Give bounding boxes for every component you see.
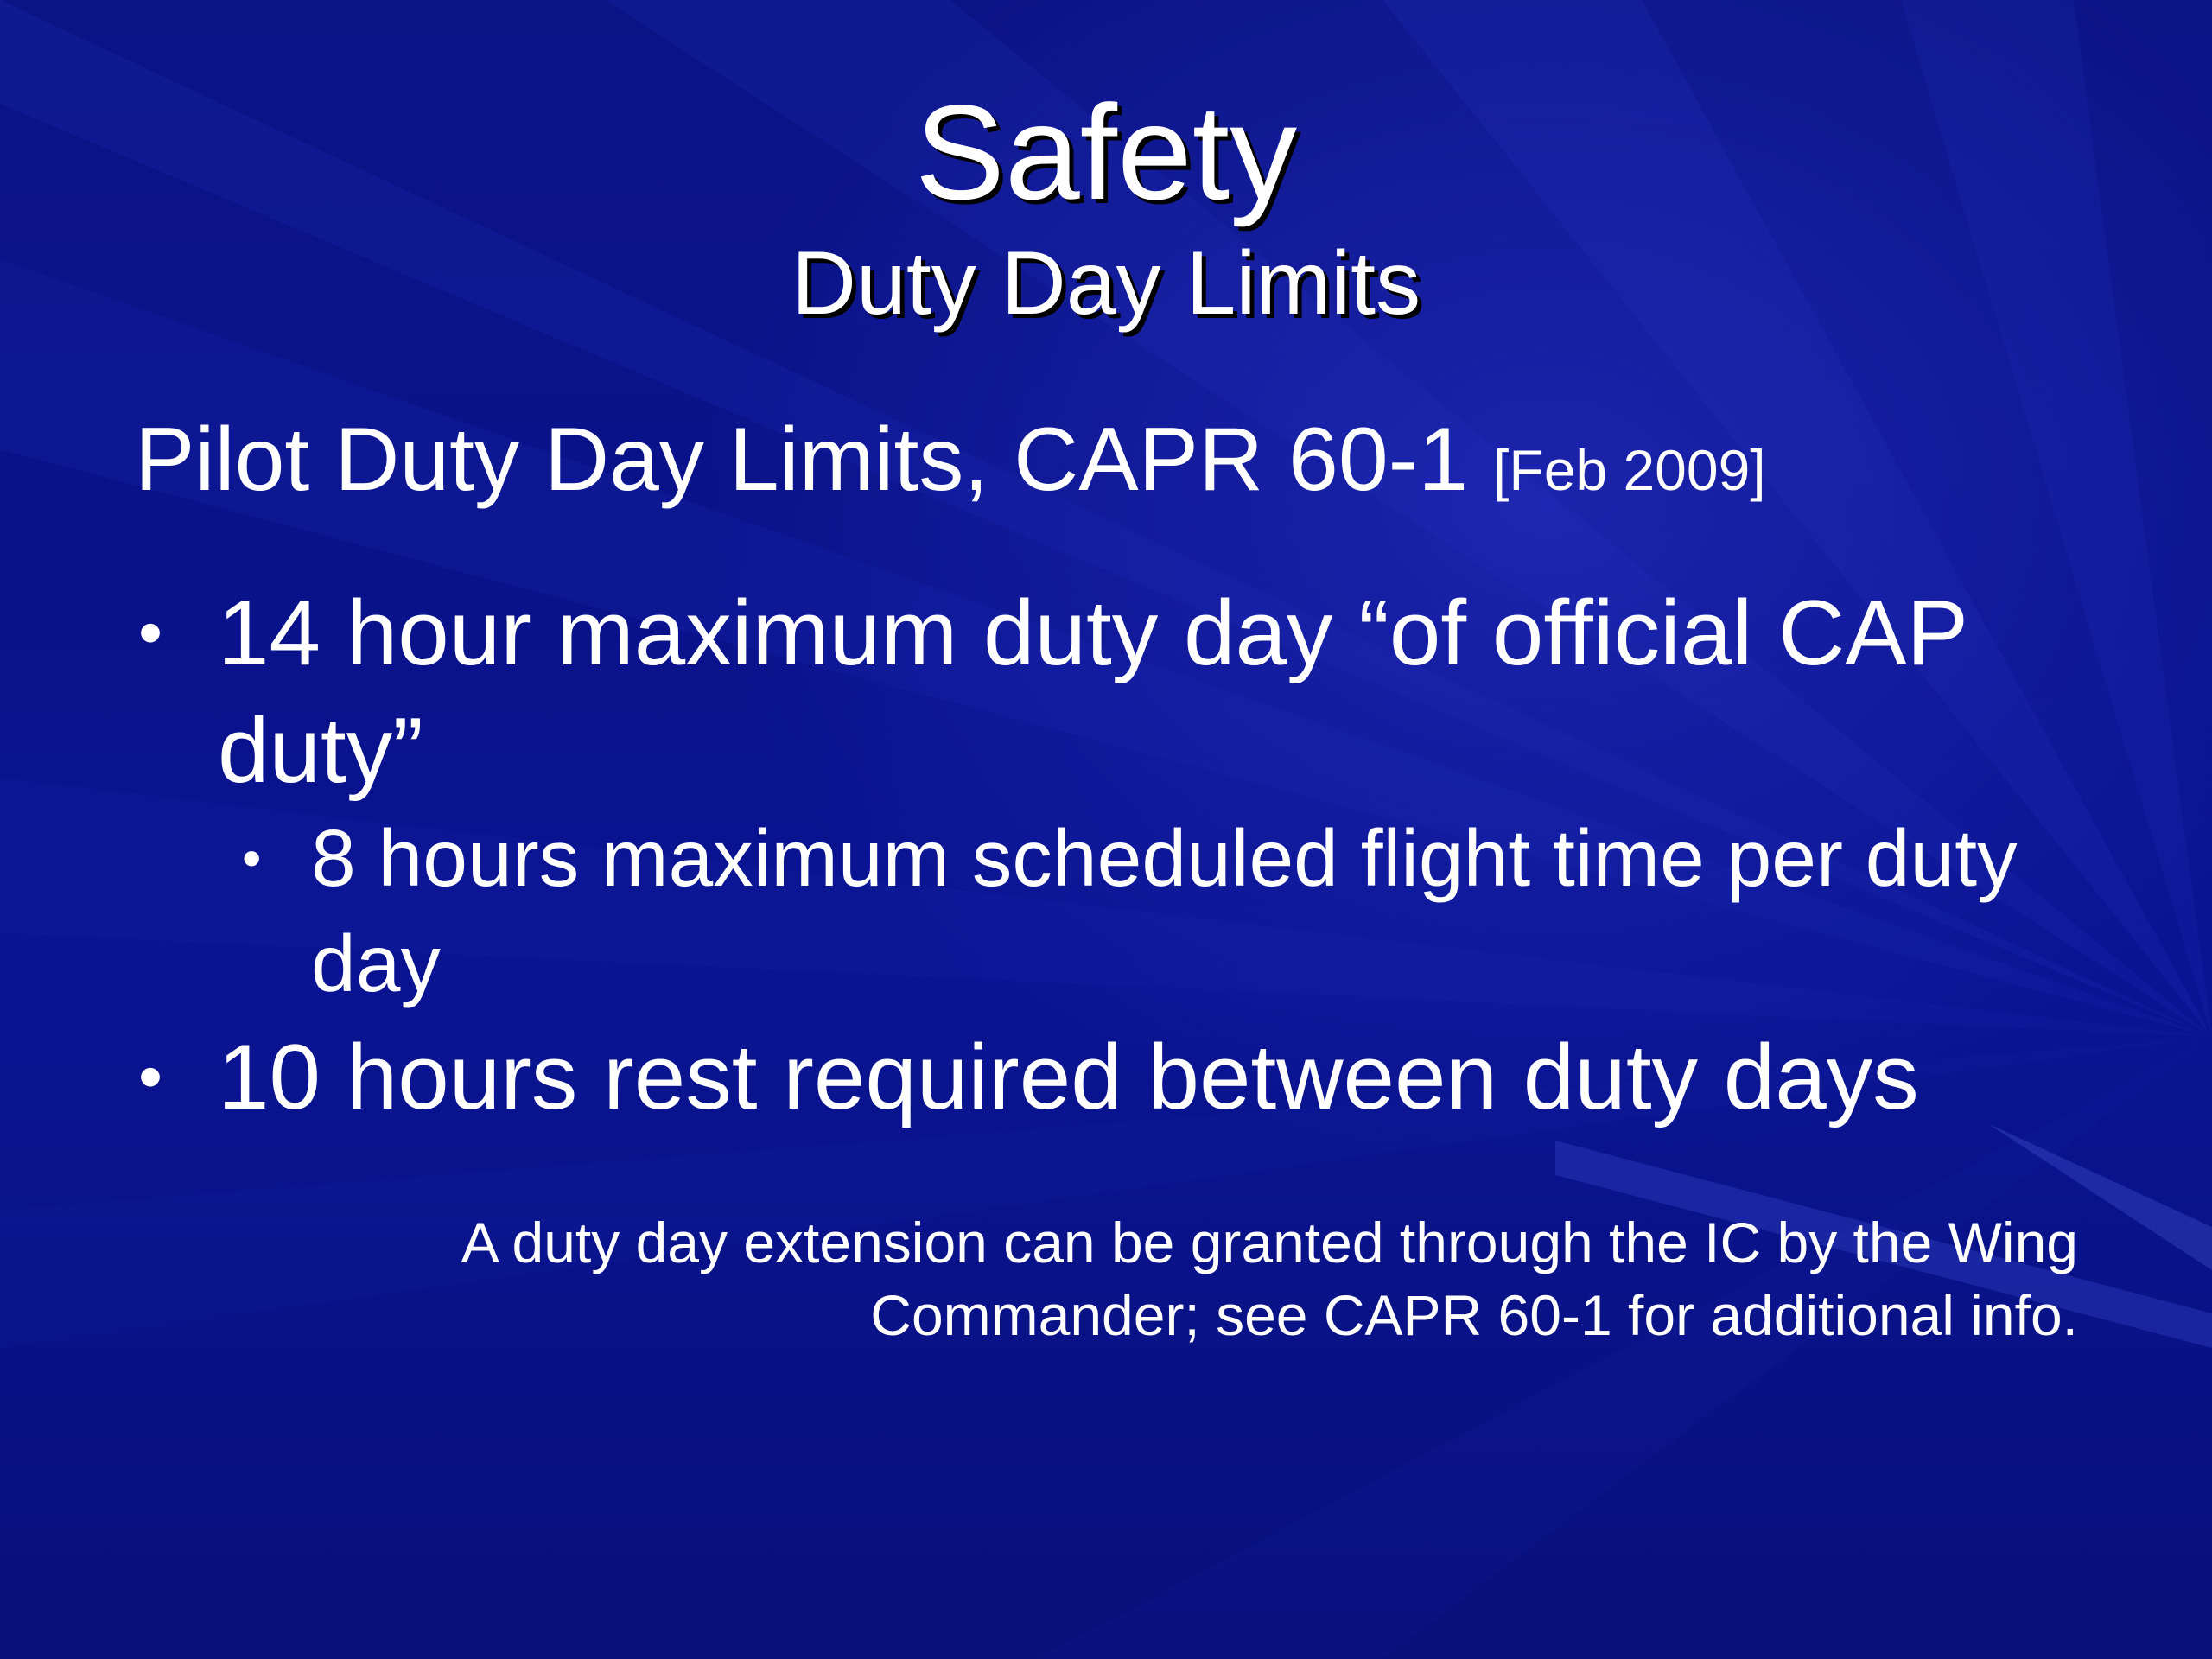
section-heading xyxy=(135,406,1766,524)
footnote-line: Commander; see CAPR 60-1 for additional info. xyxy=(870,1283,2078,1347)
heading-text: Pilot Duty Day Limits, CAPR 60-1 xyxy=(135,410,1469,510)
sub-bullet-item xyxy=(242,805,2022,1016)
slide-subtitle: Duty Day Limits xyxy=(791,233,1421,334)
footnote-line: A duty day extension can be granted through the IC by the Wing xyxy=(461,1211,2078,1274)
bullet-item xyxy=(138,574,1989,809)
sub-bullet-text: 8 hours maximum scheduled flight time per duty day xyxy=(311,813,2018,1008)
bullet-text: 14 hour maximum duty day “of official CAP duty” xyxy=(218,581,1967,802)
bullet-dot: • xyxy=(242,827,262,889)
heading-date: [Feb 2009] xyxy=(1493,438,1766,502)
bullet-dot: • xyxy=(138,1038,163,1115)
slide-title: Safety xyxy=(914,78,1298,228)
bullet-dot: • xyxy=(138,594,163,671)
bullet-text: 10 hours rest required between duty days xyxy=(218,1025,1919,1128)
footnote xyxy=(264,1206,2078,1351)
bullet-item xyxy=(138,1018,2119,1135)
